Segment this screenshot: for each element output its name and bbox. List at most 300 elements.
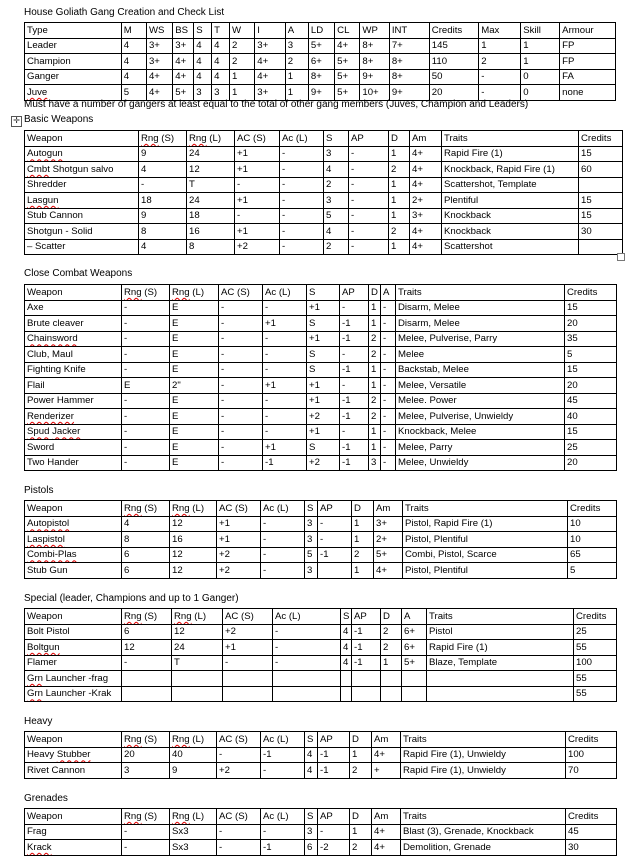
cell-skill: 0 [521, 85, 560, 101]
cell-ac-l: -1 [263, 455, 307, 471]
header-i: I [255, 23, 285, 39]
header-traits: Traits [442, 131, 579, 147]
cell-am: 3+ [410, 208, 442, 224]
cell-s: +1 [307, 300, 340, 316]
cell-ap: -2 [318, 840, 350, 856]
cell-credits: 20 [565, 316, 617, 332]
cell-ac-l: - [261, 763, 305, 779]
cell-max: 1 [479, 38, 521, 54]
cell-d: 1 [369, 424, 381, 440]
header-a: A [402, 609, 427, 625]
cell-weapon: Autopistol [25, 516, 122, 532]
cell-rng-s: 4 [139, 239, 187, 255]
table-row [25, 747, 617, 763]
cell-t: 3 [212, 85, 230, 101]
cell-m: 4 [121, 69, 146, 85]
cell-d [381, 686, 402, 702]
cell-ac-l: - [273, 624, 341, 640]
table-row [25, 177, 623, 193]
cell-credits: 55 [574, 640, 617, 656]
cell-ac-s: - [235, 177, 280, 193]
cell-max: 2 [479, 54, 521, 70]
cell-credits: 10 [568, 516, 617, 532]
cell-ac-l: - [280, 177, 324, 193]
cell-d: 1 [381, 655, 402, 671]
cell-ap: -1 [340, 409, 369, 425]
cell-a: - [381, 331, 396, 347]
cell-s: S [307, 440, 340, 456]
cell-traits: Melee [396, 347, 565, 363]
cell-skill: 1 [521, 54, 560, 70]
cell-credits: 15 [579, 208, 623, 224]
cell-ac-s: +1 [217, 532, 261, 548]
header-ac-s: AC (S) [223, 609, 273, 625]
basic-weapons-table [24, 130, 623, 255]
header-credits: Credits [574, 609, 617, 625]
cell-traits: Melee, Pulverise, Unwieldy [396, 409, 565, 425]
cell-traits: Pistol, Plentiful [403, 532, 568, 548]
cell-ap: - [340, 424, 369, 440]
cell-traits: Knockback [442, 208, 579, 224]
cell-ac-s: +2 [223, 624, 273, 640]
cell-ac-l: - [273, 655, 341, 671]
special-weapons-title: Special (leader, Champions and up to 1 Ganger) [24, 593, 239, 604]
cell-traits: Disarm, Melee [396, 316, 565, 332]
table-header-row [25, 23, 616, 39]
cell-rng-l: 40 [170, 747, 217, 763]
cell-rng-l: 12 [172, 624, 223, 640]
header-ac-s: AC (S) [217, 809, 261, 825]
cell-credits: 25 [574, 624, 617, 640]
cell-ac-s: +2 [217, 547, 261, 563]
cell-s: 2 [324, 239, 349, 255]
header-weapon: Weapon [25, 501, 122, 517]
cell-d: 2 [389, 224, 410, 240]
cell-weapon: Flamer [25, 655, 122, 671]
cell-wp: 9+ [360, 69, 389, 85]
cell-ac-l: +1 [263, 316, 307, 332]
cell-weapon: Flail [25, 378, 122, 394]
header-rng-s: Rng (S) [139, 131, 187, 147]
header-rng-s: Rng (S) [122, 809, 170, 825]
cell-i: 3+ [255, 38, 285, 54]
cell-ap: - [318, 824, 350, 840]
cell-s: 3 [324, 146, 349, 162]
header-weapon: Weapon [25, 732, 122, 748]
cell-s [341, 686, 352, 702]
cell-am: 5+ [374, 547, 403, 563]
cell-d: 2 [389, 162, 410, 178]
cell-credits: 30 [566, 840, 617, 856]
cell-ap: - [349, 146, 389, 162]
cell-armour: none [560, 85, 616, 101]
cell-credits: 15 [565, 362, 617, 378]
header-credits: Credits [579, 131, 623, 147]
header-max: Max [479, 23, 521, 39]
header-ap: AP [318, 501, 352, 517]
cell-ap: - [349, 239, 389, 255]
cell-s: +1 [307, 393, 340, 409]
cell-rng-l: Sx3 [170, 824, 217, 840]
cell-traits: Pistol [427, 624, 574, 640]
cell-ws: 3+ [146, 54, 172, 70]
cell-d: 1 [389, 146, 410, 162]
header-a: A [285, 23, 308, 39]
cell-traits: Knockback [442, 224, 579, 240]
cell-d: 2 [352, 547, 374, 563]
header-rng-s: Rng (S) [122, 732, 170, 748]
cell-weapon: Stub Cannon [25, 208, 139, 224]
table-row [25, 146, 623, 162]
cell-ac-l: - [263, 424, 307, 440]
cell-rng-s: 3 [122, 763, 170, 779]
cell-rng-l: E [170, 409, 219, 425]
cell-rng-s: 6 [122, 624, 172, 640]
table-header-row [25, 131, 623, 147]
cell-traits: Pistol, Plentiful [403, 563, 568, 579]
cell-rng-l: 12 [170, 563, 217, 579]
header-ap: AP [318, 809, 350, 825]
cell-rng-s: - [122, 300, 170, 316]
cell-ap: - [318, 532, 352, 548]
table-row [25, 85, 616, 101]
cell-ac-s: - [219, 362, 263, 378]
cell-d: 1 [369, 378, 381, 394]
cell-ap: - [349, 208, 389, 224]
cell-bs: 4+ [173, 54, 194, 70]
cell-rng-s: - [122, 824, 170, 840]
cell-s: 5 [305, 547, 318, 563]
cell-credits [579, 239, 623, 255]
table-row [25, 547, 617, 563]
cell-s: 4 [305, 747, 318, 763]
header-ac-l: Ac (L) [263, 285, 307, 301]
cell-ac-l [273, 671, 341, 687]
cell-a: - [381, 440, 396, 456]
cell-traits: Pistol, Rapid Fire (1) [403, 516, 568, 532]
table-row [25, 38, 616, 54]
cell-traits: Melee. Power [396, 393, 565, 409]
cell-credits: 60 [579, 162, 623, 178]
cell-am: + [372, 763, 401, 779]
header-ld: LD [308, 23, 334, 39]
header-rng-l: Rng (L) [170, 809, 217, 825]
cell-traits: Backstab, Melee [396, 362, 565, 378]
cell-ac-l: -1 [261, 840, 305, 856]
header-s: S [194, 23, 212, 39]
cell-type: Ganger [25, 69, 122, 85]
header-int: INT [389, 23, 429, 39]
cell-cl: 5+ [335, 54, 360, 70]
cell-a: - [381, 362, 396, 378]
cell-rng-s: 9 [139, 208, 187, 224]
cell-d: 1 [389, 177, 410, 193]
cell-weapon: Heavy Stubber [25, 747, 122, 763]
cell-weapon: Brute cleaver [25, 316, 122, 332]
header-weapon: Weapon [25, 609, 122, 625]
cell-d: 1 [389, 193, 410, 209]
cell-weapon: – Scatter [25, 239, 139, 255]
cell-credits: 5 [565, 347, 617, 363]
cell-traits: Melee, Versatile [396, 378, 565, 394]
table-header-row [25, 501, 617, 517]
cell-weapon: Fighting Knife [25, 362, 122, 378]
table-move-handle-icon[interactable]: ✛ [11, 116, 22, 127]
cell-ac-l: - [280, 146, 324, 162]
cell-rng-l: 8 [187, 239, 235, 255]
header-ac-s: AC (S) [217, 732, 261, 748]
cell-traits: Blast (3), Grenade, Knockback [401, 824, 566, 840]
cell-d: 2 [369, 347, 381, 363]
table-row [25, 193, 623, 209]
header-am: Am [372, 809, 401, 825]
cell-am: 4+ [372, 824, 401, 840]
cell-ac-l: - [261, 563, 305, 579]
header-ap: AP [349, 131, 389, 147]
header-d: D [350, 732, 372, 748]
header-ac-s: AC (S) [217, 501, 261, 517]
heavy-weapons-table [24, 731, 617, 779]
header-weapon: Weapon [25, 809, 122, 825]
cell-traits: Melee, Unwieldy [396, 455, 565, 471]
cell-s [341, 671, 352, 687]
cell-ac-s: - [235, 208, 280, 224]
cell-rng-l: T [172, 655, 223, 671]
cell-ap: - [349, 193, 389, 209]
cell-credits: 70 [566, 763, 617, 779]
header-d: D [369, 285, 381, 301]
cell-credits: 55 [574, 686, 617, 702]
header-s: S [305, 732, 318, 748]
cell-weapon: Sword [25, 440, 122, 456]
cell-am: 4+ [410, 162, 442, 178]
cell-int: 9+ [389, 85, 429, 101]
cell-a [402, 686, 427, 702]
cell-ac-l: - [263, 362, 307, 378]
cell-ac-l: - [263, 331, 307, 347]
cell-credits: 5 [568, 563, 617, 579]
header-s: S [324, 131, 349, 147]
cell-ld: 9+ [308, 85, 334, 101]
cell-ac-s: - [219, 424, 263, 440]
heavy-weapons-title: Heavy [24, 716, 53, 727]
header-type: Type [25, 23, 122, 39]
cell-credits: 55 [574, 671, 617, 687]
cell-ac-s: - [219, 393, 263, 409]
cell-weapon: Cmbt Shotgun salvo [25, 162, 139, 178]
cell-rng-s: - [122, 316, 170, 332]
header-traits: Traits [396, 285, 565, 301]
header-armour: Armour [560, 23, 616, 39]
cell-w: 2 [230, 38, 255, 54]
table-row [25, 516, 617, 532]
cell-a: 5+ [402, 655, 427, 671]
header-bs: BS [173, 23, 194, 39]
cell-d: 1 [369, 440, 381, 456]
header-ac-l: Ac (L) [273, 609, 341, 625]
table-row [25, 300, 617, 316]
cell-a [402, 671, 427, 687]
cell-weapon: Shotgun - Solid [25, 224, 139, 240]
cell-i: 4+ [255, 54, 285, 70]
cell-rng-s: 12 [122, 640, 172, 656]
cell-credits: 20 [565, 455, 617, 471]
cell-ac-l: - [280, 239, 324, 255]
cell-weapon: Club, Maul [25, 347, 122, 363]
cell-a: 1 [285, 69, 308, 85]
cell-cl: 4+ [335, 38, 360, 54]
cell-am: 4+ [410, 224, 442, 240]
cell-d: 2 [381, 640, 402, 656]
cell-ap: -1 [352, 624, 381, 640]
cell-s: 3 [305, 824, 318, 840]
close-combat-title: Close Combat Weapons [24, 268, 133, 279]
cell-ac-s: +2 [235, 239, 280, 255]
cell-ac-s: - [217, 840, 261, 856]
cell-traits: Rapid Fire (1) [427, 640, 574, 656]
header-credits: Credits [568, 501, 617, 517]
cell-rng-s: - [122, 655, 172, 671]
table-row [25, 362, 617, 378]
cell-credits: 10 [568, 532, 617, 548]
cell-rng-s: - [122, 331, 170, 347]
cell-d: 2 [369, 393, 381, 409]
cell-ac-l: - [261, 516, 305, 532]
header-traits: Traits [401, 732, 566, 748]
cell-traits: Demolition, Grenade [401, 840, 566, 856]
cell-d [381, 671, 402, 687]
cell-a: - [381, 409, 396, 425]
cell-int: 8+ [389, 69, 429, 85]
cell-a: - [381, 347, 396, 363]
table-row [25, 224, 623, 240]
cell-wp: 8+ [360, 38, 389, 54]
table-row [25, 840, 617, 856]
cell-ac-l: +1 [263, 440, 307, 456]
cell-am: 3+ [374, 516, 403, 532]
header-traits: Traits [403, 501, 568, 517]
header-ac-s: AC (S) [235, 131, 280, 147]
cell-d: 2 [369, 331, 381, 347]
table-row [25, 563, 617, 579]
table-row [25, 424, 617, 440]
cell-weapon: Axe [25, 300, 122, 316]
cell-ac-s: +1 [235, 224, 280, 240]
table-row [25, 208, 623, 224]
cell-ap: - [340, 300, 369, 316]
cell-credits: 110 [429, 54, 478, 70]
cell-bs: 5+ [173, 85, 194, 101]
header-ac-s: AC (S) [219, 285, 263, 301]
cell-s: 3 [324, 193, 349, 209]
header-wp: WP [360, 23, 389, 39]
header-t: T [212, 23, 230, 39]
cell-ld: 6+ [308, 54, 334, 70]
cell-s: 4 [305, 763, 318, 779]
cell-a: 6+ [402, 640, 427, 656]
cell-weapon: Rivet Cannon [25, 763, 122, 779]
cell-d: 1 [352, 563, 374, 579]
table-row [25, 440, 617, 456]
table-row [25, 162, 623, 178]
cell-rng-l: 9 [170, 763, 217, 779]
cell-ac-s: +1 [217, 516, 261, 532]
cell-ap: -1 [318, 747, 350, 763]
special-weapons-table [24, 608, 617, 702]
cell-weapon: Bolt Pistol [25, 624, 122, 640]
header-ac-l: Ac (L) [261, 732, 305, 748]
header-weapon: Weapon [25, 285, 122, 301]
header-ws: WS [146, 23, 172, 39]
cell-type: Juve [25, 85, 122, 101]
cell-ws: 3+ [146, 38, 172, 54]
header-d: D [352, 501, 374, 517]
cell-armour: FP [560, 54, 616, 70]
cell-weapon: Combi-Plas [25, 547, 122, 563]
cell-ac-l: - [263, 300, 307, 316]
cell-rng-s: - [122, 424, 170, 440]
header-ac-l: Ac (L) [280, 131, 324, 147]
cell-s: S [307, 316, 340, 332]
cell-rng-s: 9 [139, 146, 187, 162]
cell-rng-l: 12 [187, 162, 235, 178]
cell-bs: 3+ [173, 38, 194, 54]
cell-rng-l: 2" [170, 378, 219, 394]
cell-s: 3 [305, 516, 318, 532]
cell-d: 3 [369, 455, 381, 471]
cell-ap: -1 [352, 655, 381, 671]
cell-t: 4 [212, 54, 230, 70]
cell-s: 4 [324, 224, 349, 240]
cell-rng-l: 12 [170, 516, 217, 532]
cell-rng-l: 24 [172, 640, 223, 656]
cell-ap [352, 686, 381, 702]
cell-rng-l: E [170, 455, 219, 471]
cell-ws: 4+ [146, 69, 172, 85]
cell-ac-l: - [280, 224, 324, 240]
cell-type: Leader [25, 38, 122, 54]
cell-credits: 15 [565, 424, 617, 440]
cell-ac-s: - [219, 378, 263, 394]
table-row [25, 640, 617, 656]
grenades-table [24, 808, 617, 856]
cell-weapon: Grn Launcher -Krak [25, 686, 122, 702]
cell-credits: 20 [565, 378, 617, 394]
header-rng-l: Rng (L) [170, 732, 217, 748]
table-resize-handle-icon[interactable] [617, 253, 625, 261]
cell-ld: 5+ [308, 38, 334, 54]
cell-wp: 10+ [360, 85, 389, 101]
cell-ac-s [223, 686, 273, 702]
cell-w: 2 [230, 54, 255, 70]
cell-m: 4 [121, 54, 146, 70]
cell-ac-l: - [280, 208, 324, 224]
cell-ac-s: +2 [217, 563, 261, 579]
cell-ac-l: -1 [261, 747, 305, 763]
header-skill: Skill [521, 23, 560, 39]
cell-ac-s [223, 671, 273, 687]
cell-s: 4 [194, 69, 212, 85]
cell-a: - [381, 424, 396, 440]
cell-ac-s: +1 [223, 640, 273, 656]
cell-rng-s: - [122, 840, 170, 856]
cell-rng-s: 18 [139, 193, 187, 209]
gang-stats-table [24, 22, 616, 101]
cell-rng-l: Sx3 [170, 840, 217, 856]
cell-s: 2 [324, 177, 349, 193]
table-row [25, 331, 617, 347]
cell-type: Champion [25, 54, 122, 70]
